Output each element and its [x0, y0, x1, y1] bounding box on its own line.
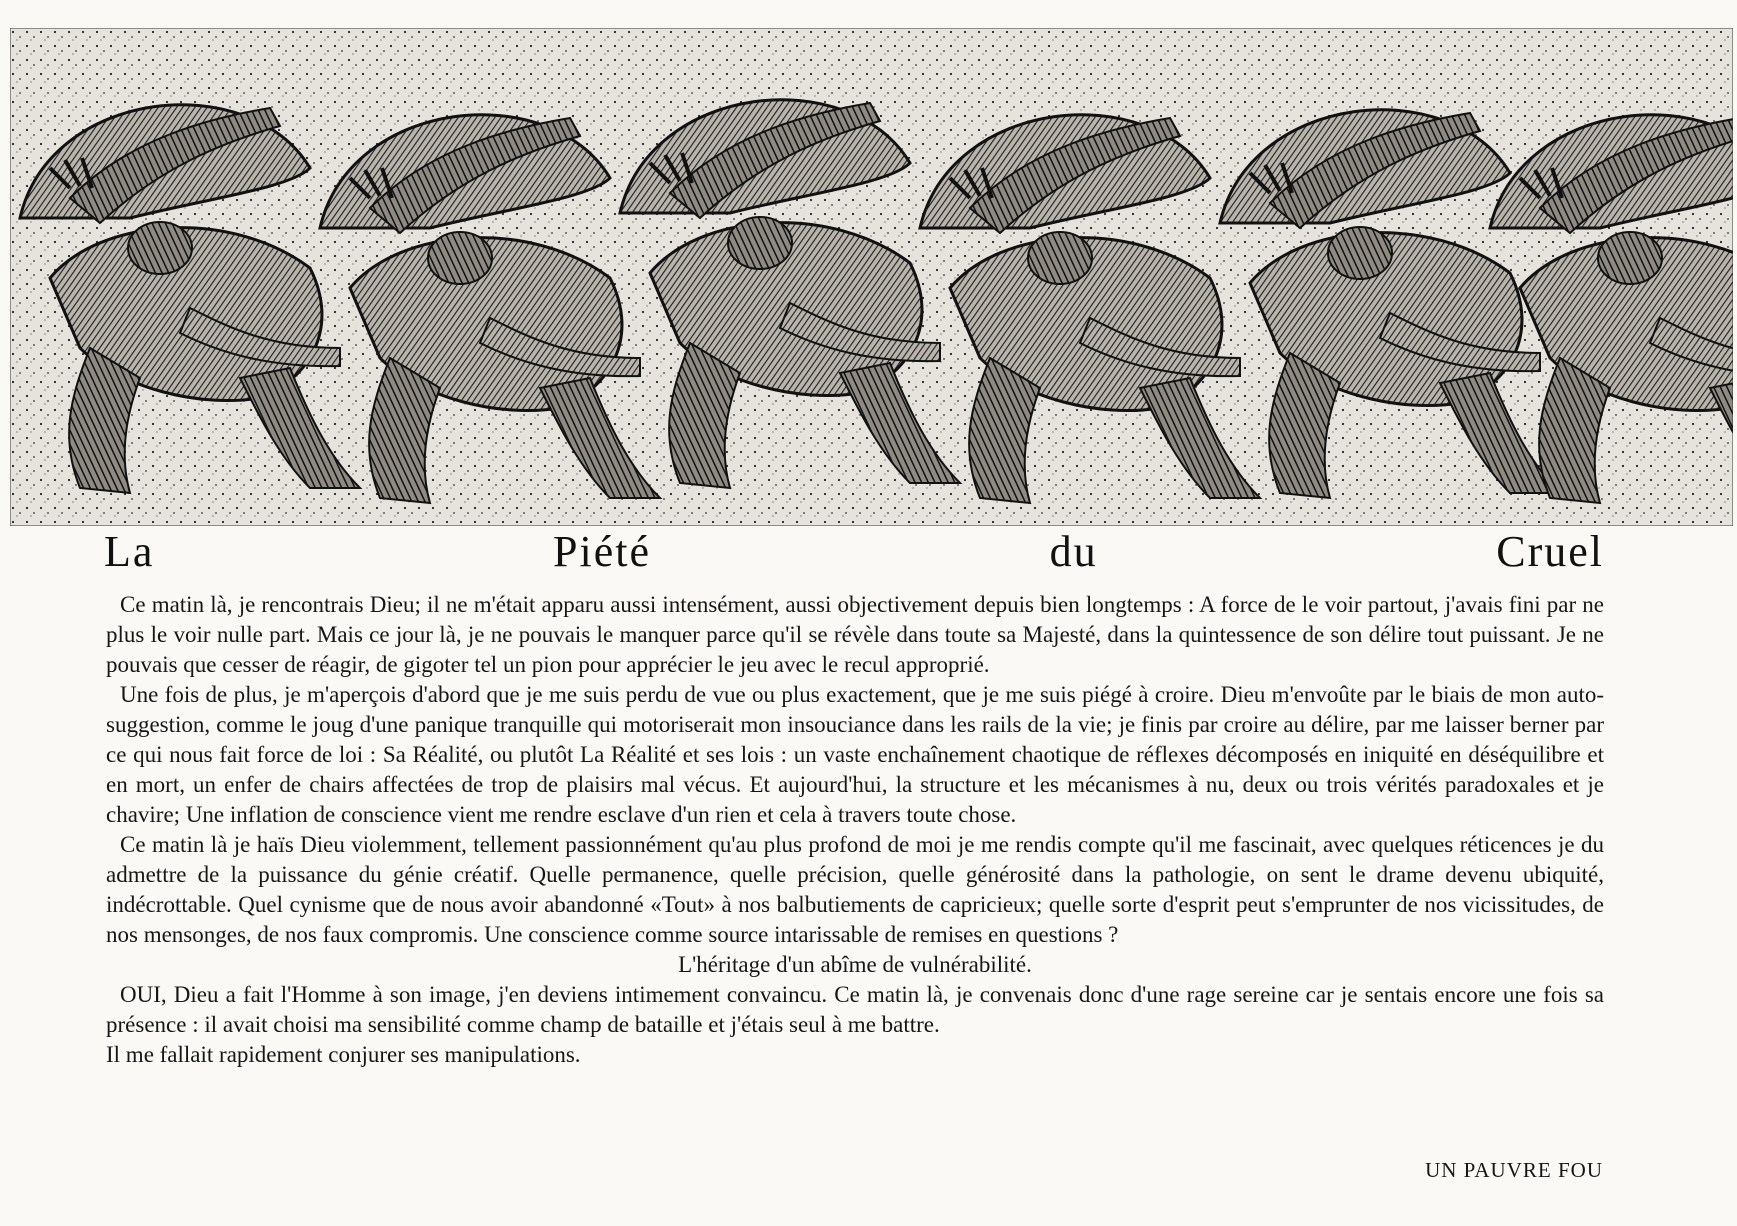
paragraph-5: OUI, Dieu a fait l'Homme à son image, j'en deviens intimement convaincu. Ce matin là, je convenais donc d'une rage sereine car je sentais encore une fois sa présence : il avait choisi ma sensibilité comme champ de bataille et j'étais seul à me battre.	[106, 982, 1604, 1037]
paragraph-4-centered: L'héritage d'un abîme de vulnérabilité.	[678, 952, 1032, 977]
body-text	[106, 590, 1604, 1070]
title-word-cruel: Cruel	[1496, 527, 1604, 576]
engraving-illustration	[10, 28, 1733, 526]
title-word-la: La	[104, 527, 155, 576]
paragraph-6: Il me fallait rapidement conjurer ses manipulations.	[106, 1042, 581, 1067]
page-title	[104, 526, 1604, 588]
signature: UN PAUVRE FOU	[1425, 1158, 1603, 1182]
paragraph-1: Ce matin là, je rencontrais Dieu; il ne m'était apparu aussi intensément, aussi objectivement depuis bien longtemps : A force de le voir partout, j'avais fini par ne plus le voir nulle part. Mais ce jour là, je ne pouvais le manquer parce qu'il se révèle dans toute sa Majesté, dans la quintessence de son délire tout puissant. Je ne pouvais que cesser de réagir, de gigoter tel un pion pour apprécier le jeu avec le recul approprié.	[106, 592, 1604, 677]
paragraph-3: Ce matin là je haïs Dieu violemment, tellement passionnément qu'au plus profond de moi je me rendis compte qu'il me fascinait, avec quelques réticences je du admettre de la puissance du génie créatif. Quelle permanence, quelle précision, quelle générosité dans la pathologie, on sent le drame devenu ubiquité, indécrottable. Quel cynisme que de nous avoir abandonné «Tout» à nos balbutiements de capricieux; quelle sorte d'esprit peut s'emprunter de nos vicissitudes, de nos mensonges, de nos faux compromis. Une conscience comme source intarissable de remises en questions ?	[106, 832, 1604, 947]
title-word-piete: Piété	[553, 527, 651, 576]
engraving-figures-icon	[10, 28, 1733, 526]
title-word-du: du	[1049, 527, 1098, 576]
paragraph-2: Une fois de plus, je m'aperçois d'abord que je me suis perdu de vue ou plus exactement, que je me suis piégé à croire. Dieu m'envoûte par le biais de mon auto-suggestion, comme le joug d'une panique tranquille qui motoriserait mon insouciance dans les rails de la vie; je finis par croire au délire, par me laisser berner par ce qui nous fait force de loi : Sa Réalité, ou plutôt La Réalité et ses lois : un vaste enchaînement chaotique de réflexes décomposés en iniquité en déséquilibre et en mort, un enfer de chairs affectées de trop de plaisirs mal vécus. Et aujourd'hui, la structure et les mécanismes à nu, deux ou trois vérités paradoxales et je chavire; Une inflation de conscience vient me rendre esclave d'un rien et cela à travers toute chose.	[106, 682, 1604, 827]
